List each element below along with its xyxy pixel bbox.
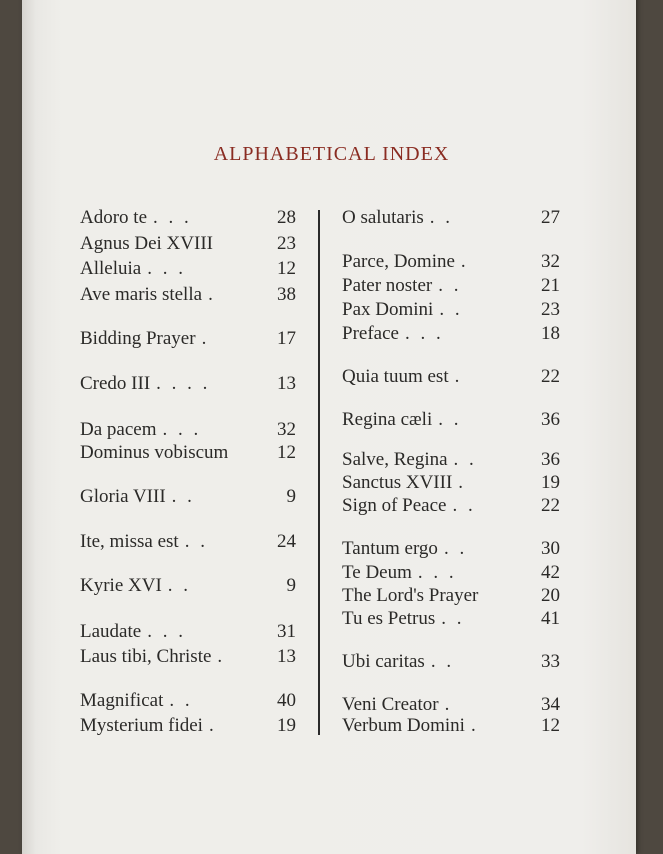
dot-leader: . [458,472,467,493]
dot-leader: . . . . [156,373,211,394]
dot-leader: . [460,251,469,272]
dot-leader: . [208,715,217,736]
dot-leader: . . [438,409,462,430]
entry-title: Magnificat [80,690,164,711]
page-number: 30 [541,538,560,559]
page-number: 20 [541,585,560,606]
page-number: 38 [277,284,296,305]
entry-title: Quia tuum est [342,366,449,387]
page-number: 19 [277,715,296,736]
index-entry [80,689,296,713]
dot-leader: . . [169,690,193,711]
page-number: 9 [286,486,296,507]
page-number: 33 [541,651,560,672]
dot-leader: . . [430,651,455,672]
dot-leader: . . [441,608,465,629]
index-entry [80,418,296,442]
entry-title: Veni Creator [342,694,439,715]
entry-title: Pax Domini [342,299,434,320]
dot-leader: . [217,646,226,667]
dot-leader: . . . [404,323,444,344]
index-entry [80,206,296,230]
entry-title: O salutaris [342,207,424,228]
entry-title: Bidding Prayer [80,328,196,349]
index-entry [80,372,296,396]
entry-title: Kyrie XVI [80,575,162,596]
page-number: 36 [541,449,560,470]
index-entry [342,448,560,472]
index-entry [342,584,560,608]
entry-title: Ite, missa est [80,531,179,552]
entry-title: Tantum ergo [342,538,438,559]
index-entry [342,298,560,322]
page-number: 41 [541,608,560,629]
index-entry [80,485,296,509]
dot-leader: . . . [147,258,186,279]
page-number: 31 [277,621,296,642]
page-title: ALPHABETICAL INDEX [213,143,450,165]
page-number: 22 [541,366,560,387]
index-entry [342,607,560,631]
dot-leader: . . [167,575,192,596]
page-number: 32 [277,419,296,440]
page-number: 21 [541,275,560,296]
entry-title: Laudate [80,621,142,642]
page-number: 24 [277,531,296,552]
dot-leader: . . [453,449,477,470]
page-number: 9 [286,575,296,596]
page-number: 23 [541,299,560,320]
entry-title: Adoro te [80,207,148,228]
dot-leader: . . [452,495,476,516]
dot-leader: . . [443,538,468,559]
column-divider [318,210,320,735]
dot-leader: . [444,694,453,715]
entry-title: Tu es Petrus [342,608,436,629]
page-number: 28 [277,207,296,228]
entry-title: Preface [342,323,399,344]
index-entry [342,494,560,518]
dot-leader: . . [429,207,454,228]
index-entry [80,645,296,669]
entry-title: Da pacem [80,419,157,440]
index-entry [342,408,560,432]
entry-title: Dominus vobiscum [80,442,229,463]
dot-leader: . . [438,275,462,296]
entry-title: Sanctus XVIII [342,472,453,493]
index-entry [80,714,296,738]
dot-leader: . . [439,299,463,320]
page-number: 12 [277,442,296,463]
dot-leader: . . . [147,621,186,642]
page-number: 32 [541,251,560,272]
dot-leader: . . [184,531,208,552]
entry-title: Salve, Regina [342,449,448,470]
page-number: 13 [277,646,296,667]
index-entry [342,365,560,389]
index-entry [342,650,560,674]
index-entry [80,530,296,554]
page-number: 36 [541,409,560,430]
index-entry [342,274,560,298]
page-number: 34 [541,694,560,715]
entry-title: Te Deum [342,562,412,583]
index-entry [342,206,560,230]
page-number: 18 [541,323,560,344]
entry-title: Mysterium fidei [80,715,203,736]
index-entry [342,561,560,585]
index-entry [342,537,560,561]
page-number: 23 [277,233,296,254]
entry-title: Agnus Dei XVIII [80,233,213,254]
dot-leader: . . [171,486,195,507]
page-number: 40 [277,690,296,711]
entry-title: Pater noster [342,275,433,296]
dot-leader: . . . [153,207,192,228]
entry-title: Laus tibi, Christe [80,646,212,667]
index-entry [342,471,560,495]
page-number: 22 [541,495,560,516]
index-entry [80,232,296,256]
entry-title: Regina cæli [342,409,433,430]
dot-leader: . [201,328,210,349]
index-entry [342,322,560,346]
entry-title: Parce, Domine [342,251,455,272]
index-entry [342,714,560,738]
entry-title: Verbum Domini [342,715,465,736]
index-entry [80,441,296,465]
dot-leader: . [470,715,479,736]
entry-title: The Lord's Prayer [342,585,479,606]
page-number: 27 [541,207,560,228]
index-entry [80,574,296,598]
entry-title: Gloria VIII [80,486,166,507]
entry-title: Ave maris stella [80,284,203,305]
entry-title: Ubi caritas [342,651,425,672]
dot-leader: . [208,284,216,305]
index-entry [80,283,296,307]
index-entry [342,250,560,274]
dot-leader: . . . [162,419,202,440]
page-number: 12 [277,258,296,279]
page-number: 42 [541,562,560,583]
index-entry [80,327,296,351]
page-number: 19 [541,472,560,493]
page-number: 13 [277,373,296,394]
dot-leader: . . . [417,562,457,583]
page-number: 17 [277,328,296,349]
index-entry [80,257,296,281]
index-entry [80,620,296,644]
page-number: 12 [541,715,560,736]
entry-title: Sign of Peace [342,495,447,516]
dot-leader: . [454,366,463,387]
entry-title: Credo III [80,373,151,394]
entry-title: Alleluia [80,258,142,279]
